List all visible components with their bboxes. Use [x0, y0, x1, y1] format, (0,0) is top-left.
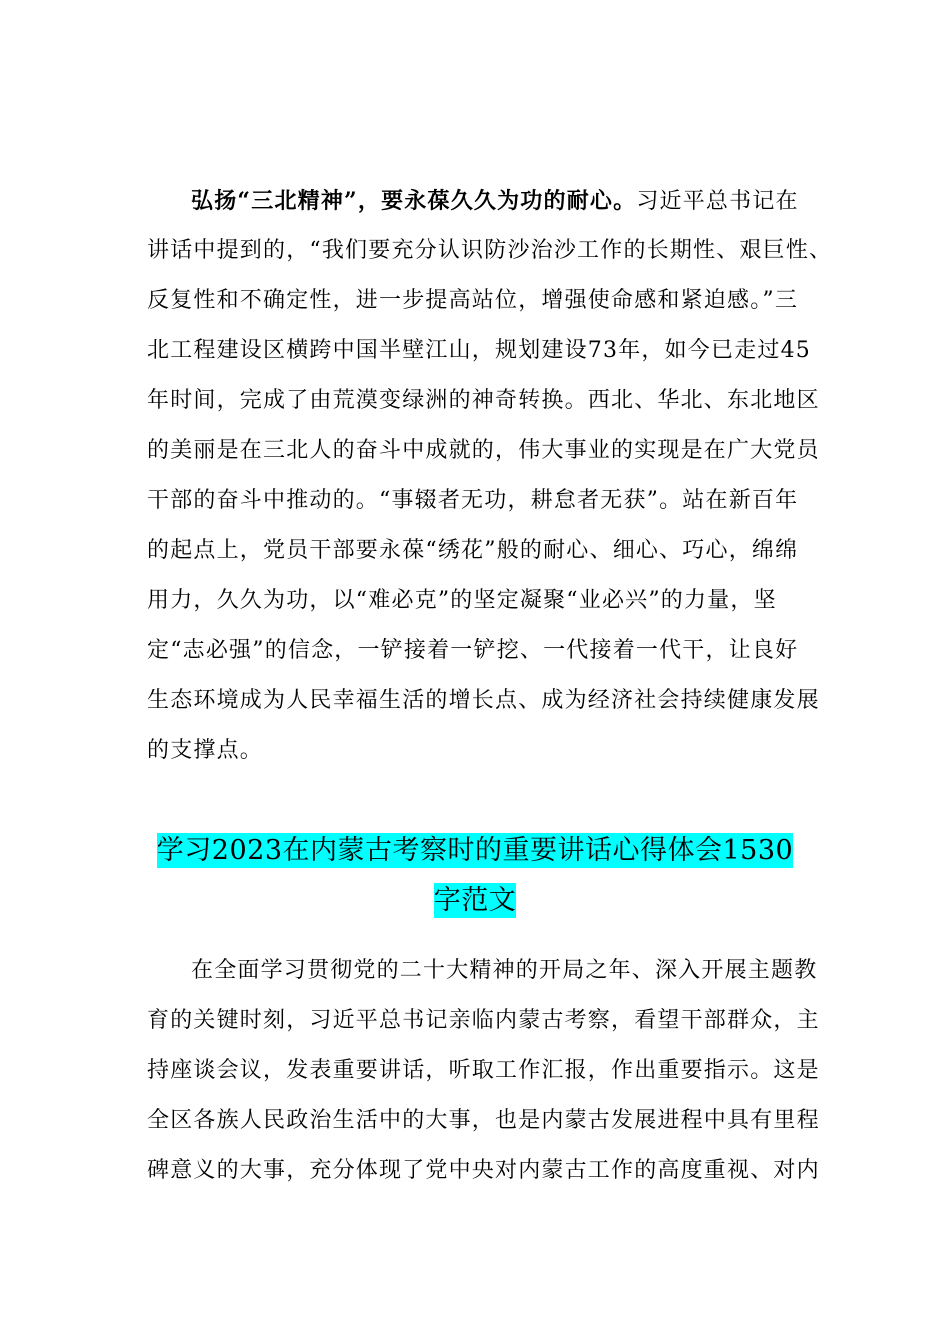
- paragraph-sanbei-spirit: [147, 176, 833, 776]
- heading-highlight: 字范文: [433, 885, 517, 916]
- paragraph-line: 持座谈会议，发表重要讲话，听取工作汇报，作出重要指示。这是: [147, 1058, 820, 1083]
- paragraph-essay-intro: [147, 946, 827, 1196]
- paragraph-line: 在全面学习贯彻党的二十大精神的开局之年、深入开展主题教: [191, 958, 818, 983]
- paragraph-line: 用力，久久为功，以“难必克”的坚定凝聚“业必兴”的力量，坚: [147, 588, 777, 613]
- paragraph-line: 的起点上，党员干部要永葆“绣花”般的耐心、细心、巧心，绵绵: [147, 538, 799, 563]
- paragraph-line: 育的关键时刻，习近平总书记亲临内蒙古考察，看望干部群众，主: [147, 1008, 820, 1033]
- section-heading: [0, 826, 950, 926]
- paragraph-line: 反复性和不确定性，进一步提高站位，增强使命感和紧迫感。”三: [147, 288, 799, 313]
- paragraph-line: 年时间，完成了由荒漠变绿洲的神奇转换。西北、华北、东北地区: [147, 388, 820, 413]
- paragraph-line: [147, 176, 827, 226]
- paragraph-line: 定“志必强”的信念，一铲接着一铲挖、一代接着一代干，让良好: [147, 638, 799, 663]
- paragraph-lead-sentence: 弘扬“三北精神”，要永葆久久为功的耐心。: [191, 188, 637, 214]
- heading-line: [0, 876, 950, 926]
- paragraph-line: 的美丽是在三北人的奋斗中成就的，伟大事业的实现是在广大党员: [147, 438, 820, 463]
- paragraph-line: 的支撑点。: [147, 738, 264, 763]
- paragraph-line: 北工程建设区横跨中国半壁江山，规划建设73年，如今已走过45: [147, 338, 811, 363]
- paragraph-line: 讲话中提到的，“我们要充分认识防沙治沙工作的长期性、艰巨性、: [147, 238, 833, 263]
- paragraph-line: 全区各族人民政治生活中的大事，也是内蒙古发展进程中具有里程: [147, 1108, 820, 1133]
- heading-line: [0, 826, 950, 876]
- paragraph-line: 生态环境成为人民幸福生活的增长点、成为经济社会持续健康发展: [147, 688, 820, 713]
- paragraph-text: 习近平总书记在: [636, 189, 799, 214]
- paragraph-line: 干部的奋斗中推动的。“事辍者无功，耕怠者无获”。站在新百年: [147, 488, 799, 513]
- heading-highlight: 学习2023在内蒙古考察时的重要讲话心得体会1530: [156, 835, 794, 866]
- paragraph-line: 碑意义的大事，充分体现了党中央对内蒙古工作的高度重视、对内: [147, 1158, 820, 1183]
